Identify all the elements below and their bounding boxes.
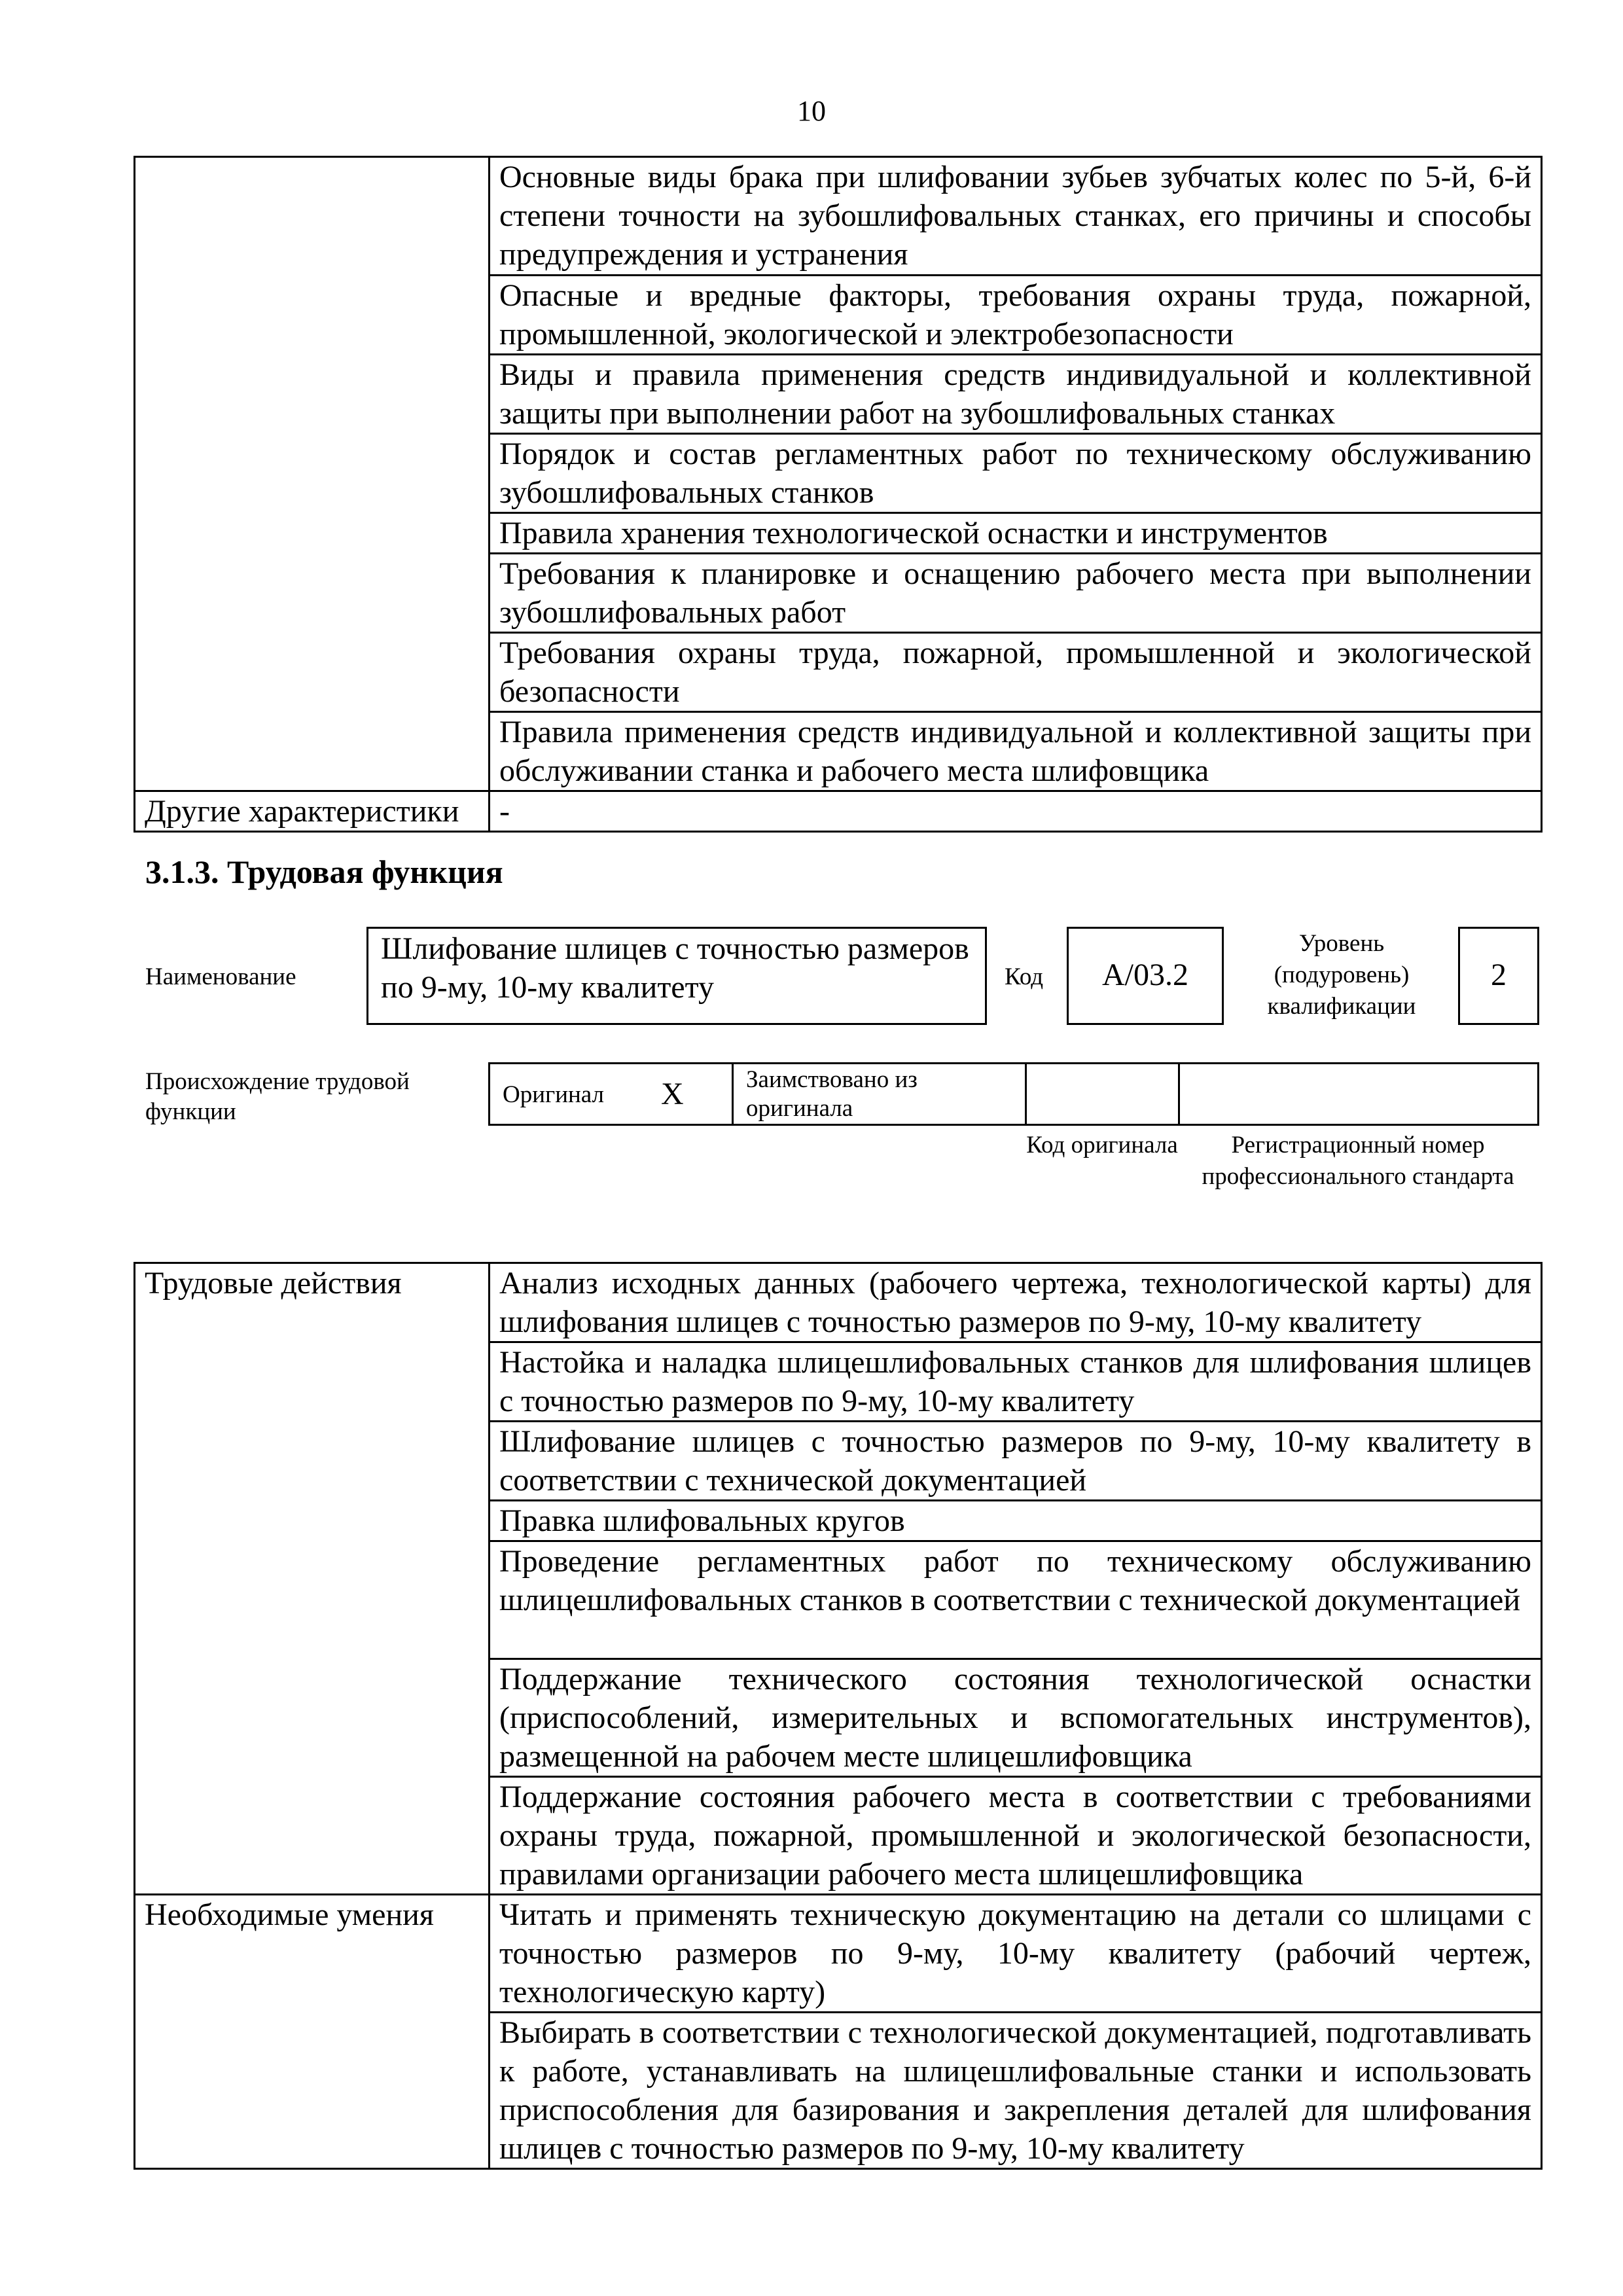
borrowed-label: Заимствовано из оригинала xyxy=(746,1066,918,1122)
origin-label: Происхождение трудовой функции xyxy=(145,1068,410,1125)
function-table xyxy=(134,1262,1543,2170)
code-label: Код xyxy=(1005,963,1044,990)
table-cell: Порядок и состав регламентных работ по техническому обслуживанию зубошлифовальных станков xyxy=(490,434,1542,513)
table-cell: Правила хранения технологической оснастки и инструментов xyxy=(490,513,1542,554)
code-original-caption: Код оригинала xyxy=(1026,1132,1178,1158)
section-title: 3.1.3. Трудовая функция xyxy=(145,853,503,890)
table-cell: Требования охраны труда, пожарной, промышленной и экологической безопасности xyxy=(490,633,1542,712)
table-row xyxy=(135,1263,1542,1342)
table-cell: Требования к планировке и оснащению рабочего места при выполнении зубошлифовальных работ xyxy=(490,554,1542,633)
table-cell: Анализ исходных данных (рабочего чертежа, технологической карты) для шлифования шлицев с точностью размеров по 9-му, 10-му квалитету xyxy=(490,1263,1542,1342)
table-cell: Поддержание технического состояния технологической оснастки (приспособлений, измерительных и вспомогательных инструментов), размещенной на рабочем месте шлицешлифовщика xyxy=(490,1659,1542,1777)
table-cell: Проведение регламентных работ по техническому обслуживанию шлицешлифовальных станков в соответствии с технической документацией xyxy=(490,1541,1542,1659)
page-number: 10 xyxy=(797,95,826,127)
table-row xyxy=(135,791,1542,832)
table-cell: Опасные и вредные факторы, требования охраны труда, пожарной, промышленной, экологической и электробезопасности xyxy=(490,276,1542,355)
origin-divider xyxy=(732,1062,734,1126)
table-cell: Виды и правила применения средств индивидуальной и коллективной защиты при выполнении работ на зубошлифовальных станках xyxy=(490,355,1542,434)
original-label: Оригинал xyxy=(503,1081,605,1108)
code-value: А/03.2 xyxy=(1102,958,1188,992)
other-characteristics-value: - xyxy=(490,791,1542,832)
origin-divider xyxy=(1025,1062,1027,1126)
other-characteristics-label: Другие характеристики xyxy=(135,791,490,832)
original-mark: Х xyxy=(661,1077,684,1111)
table-cell: Правила применения средств индивидуальной и коллективной защиты при обслуживании станка и рабочего места шлифовщика xyxy=(490,712,1542,791)
reg-number-caption: Регистрационный номер профессионального стандарта xyxy=(1202,1132,1514,1190)
name-label: Наименование xyxy=(145,963,296,990)
level-value: 2 xyxy=(1491,958,1507,992)
table-cell: Поддержание состояния рабочего места в соответствии с требованиями охраны труда, пожарной, промышленной и экологической безопасности, правилами организации рабочего места шлицешлифовщика xyxy=(490,1777,1542,1895)
knowledge-table xyxy=(134,156,1543,833)
table-cell: Выбирать в соответствии с технологической документацией, подготавливать к работе, устанавливать на шлицешлифовальные станки и использовать приспособления для базирования и закрепления деталей для шлифования шлицев с точностью размеров по 9-му, 10-му квалитету xyxy=(490,2013,1542,2169)
level-label: Уровень (подуровень) квалификации xyxy=(1267,930,1416,1020)
table-cell: Настойка и наладка шлицешлифовальных станков для шлифования шлицев с точностью размеров по 9-му, 10-му квалитету xyxy=(490,1342,1542,1422)
origin-divider xyxy=(1178,1062,1180,1126)
table-cell: Основные виды брака при шлифовании зубьев зубчатых колес по 5-й, 6-й степени точности на зубошлифовальных станках, его причины и способы предупреждения и устранения xyxy=(490,157,1542,276)
table-left-label xyxy=(135,157,490,791)
table-cell: Правка шлифовальных кругов xyxy=(490,1501,1542,1541)
table-cell: Шлифование шлицев с точностью размеров по 9-му, 10-му квалитету в соответствии с технической документацией xyxy=(490,1422,1542,1501)
table-cell: Читать и применять техническую документацию на детали со шлицами с точностью размеров по 9-му, 10-му квалитету (рабочий чертеж, технологическую карту) xyxy=(490,1895,1542,2013)
actions-label: Трудовые действия xyxy=(135,1263,490,1895)
skills-label: Необходимые умения xyxy=(135,1895,490,2169)
table-row xyxy=(135,157,1542,276)
table-row xyxy=(135,1895,1542,2013)
name-value: Шлифование шлицев с точностью размеров по 9-му, 10-му квалитету xyxy=(381,931,969,1005)
origin-box xyxy=(488,1062,1539,1126)
